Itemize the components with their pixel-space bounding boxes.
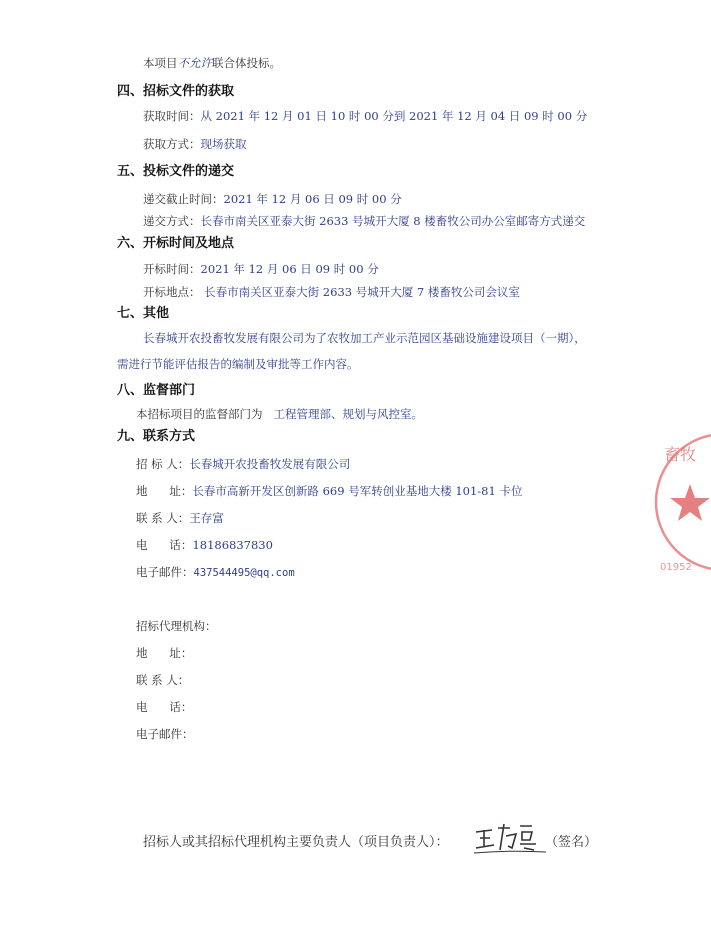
agency-email-label: 电子邮件： — [136, 727, 194, 741]
section6-heading: 六、开标时间及地点 — [117, 236, 235, 251]
section4-method-label: 获取方式： — [143, 137, 201, 151]
agency-address-label: 地 址： — [136, 646, 193, 660]
agency-phone-label: 电 话： — [136, 700, 193, 714]
agency-contact-label: 联 系 人： — [136, 673, 190, 687]
agency-org-label: 招标代理机构： — [136, 619, 217, 633]
section6-time-row — [143, 261, 379, 277]
section5-deadline-value: 2021 年 12 月 06 日 09 时 00 分 — [223, 192, 402, 206]
phone-label: 电 话： — [136, 538, 193, 552]
section4-method-row — [143, 136, 247, 152]
email-row — [136, 564, 295, 581]
phone-row — [136, 537, 273, 553]
section5-deadline-label: 递交截止时间： — [143, 192, 224, 206]
section8-value: 工程管理部、规划与风控室。 — [273, 407, 423, 421]
section6-place-value: 长春市南关区亚泰大街 2633 号城开大厦 7 楼畜牧公司会议室 — [204, 285, 520, 299]
svg-text:畜牧: 畜牧 — [664, 445, 697, 464]
phone-value: 18186837830 — [192, 538, 273, 552]
section4-time-value: 从 2021 年 12 月 01 日 10 时 00 分到 2021 年 12 月 04 日 09 时 00 分 — [200, 109, 588, 123]
contact-label: 联 系 人： — [136, 511, 190, 525]
consortium-suffix: 联合体投标。 — [212, 56, 281, 70]
company-seal-stamp — [654, 430, 711, 580]
address-label: 地 址： — [136, 484, 193, 498]
section6-time-value: 2021 年 12 月 06 日 09 时 00 分 — [200, 262, 379, 276]
section4-time-row — [143, 108, 587, 124]
section4-time-label: 获取时间： — [143, 109, 201, 123]
address-value: 长春市高新开发区创新路 669 号军转创业基地大楼 101-81 卡位 — [192, 484, 523, 498]
svg-text:01952: 01952 — [660, 562, 692, 573]
section5-deadline-row — [143, 191, 402, 207]
signature-suffix: （签名） — [545, 835, 598, 850]
email-value: 437544495@qq.com — [193, 567, 295, 579]
section4-heading: 四、招标文件的获取 — [117, 84, 235, 99]
section9-heading: 九、联系方式 — [117, 429, 196, 444]
consortium-note — [143, 55, 281, 71]
consortium-emphasis: 不允许 — [177, 56, 212, 70]
section6-place-row — [143, 284, 520, 300]
section5-heading: 五、投标文件的递交 — [117, 164, 235, 179]
section5-method-row — [143, 213, 585, 229]
section8-heading: 八、监督部门 — [117, 383, 196, 398]
signature-prefix: 招标人或其招标代理机构主要负责人（项目负责人）： — [143, 835, 449, 850]
section8-prefix: 本招标项目的监督部门为 — [136, 407, 263, 421]
section5-method-value: 长春市南关区亚泰大街 2633 号城开大厦 8 楼畜牧公司办公室邮寄方式递交 — [200, 214, 586, 228]
section7-line1: 长春城开农投畜牧发展有限公司为了农牧加工产业示范园区基础设施建设项目（一期）， — [143, 331, 586, 345]
contact-row — [136, 510, 224, 526]
section6-place-label: 开标地点： — [143, 285, 201, 299]
section4-method-value: 现场获取 — [200, 137, 247, 151]
section7-heading: 七、其他 — [117, 306, 170, 321]
handwritten-signature — [470, 820, 550, 856]
section6-time-label: 开标时间： — [143, 262, 201, 276]
section7-line2: 需进行节能评估报告的编制及审批等工作内容。 — [117, 357, 359, 371]
section5-method-label: 递交方式： — [143, 214, 201, 228]
tenderer-label: 招 标 人： — [136, 457, 190, 471]
tenderer-value: 长春城开农投畜牧发展有限公司 — [189, 457, 351, 471]
section8-text — [136, 406, 423, 422]
email-label: 电子邮件： — [136, 565, 194, 579]
consortium-prefix: 本项目 — [143, 56, 178, 70]
address-row — [136, 483, 522, 499]
contact-value: 王存富 — [189, 511, 224, 525]
tenderer-row — [136, 456, 350, 472]
